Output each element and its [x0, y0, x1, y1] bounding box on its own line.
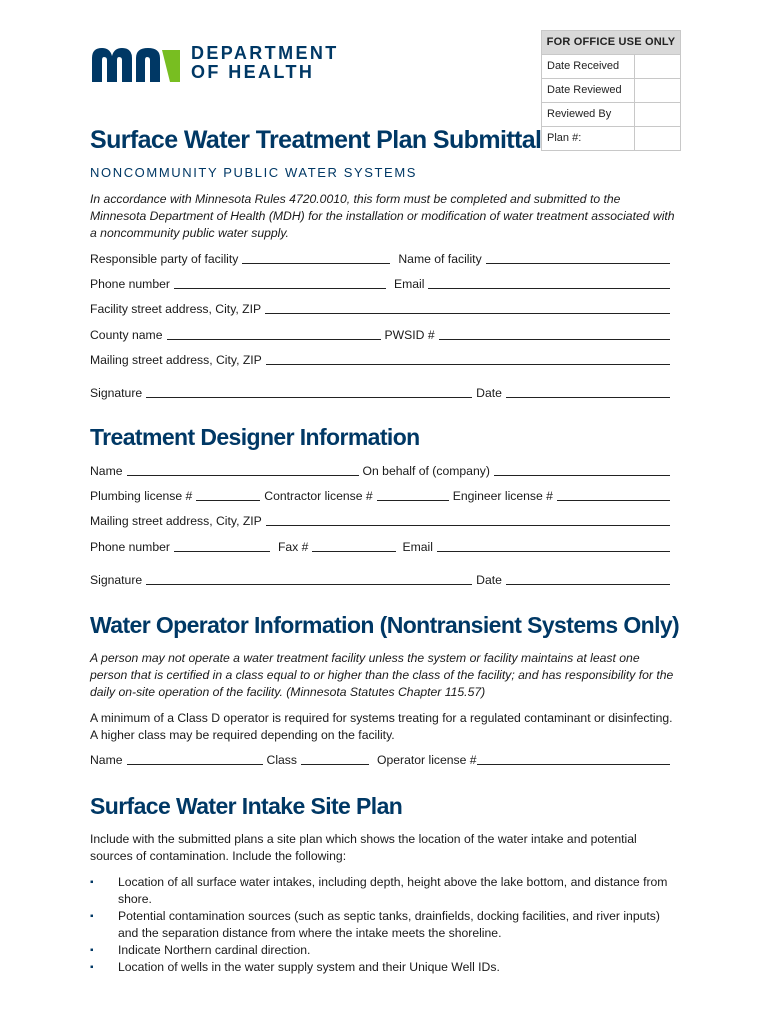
office-label: Date Received — [547, 60, 620, 72]
fax-label: Fax # — [277, 540, 309, 554]
street-label: Facility street address, City, ZIP — [90, 302, 262, 316]
designer-name-label: Name — [90, 464, 123, 478]
county-field[interactable] — [167, 327, 381, 340]
designer-email-label: Email — [402, 540, 433, 554]
bullet-icon: ▪ — [90, 962, 94, 973]
facility-line-4 — [90, 326, 674, 342]
operator-class-label: Class — [266, 753, 297, 767]
logo-line-2: OF HEALTH — [191, 62, 315, 82]
logo-wordmark — [191, 44, 339, 82]
office-label: Date Reviewed — [547, 84, 622, 96]
mn-logo-icon — [90, 44, 182, 84]
contractor-label: Contractor license # — [264, 489, 373, 503]
designer-phone-field[interactable] — [174, 539, 270, 552]
pwsid-field[interactable] — [439, 327, 670, 340]
designer-phone-label: Phone number — [90, 540, 170, 554]
designer-line-4 — [90, 538, 674, 554]
list-item — [90, 908, 680, 942]
operator-line — [90, 751, 674, 767]
office-row-date-received — [542, 54, 680, 78]
facility-name-field[interactable] — [486, 251, 670, 264]
date-received-field[interactable] — [634, 55, 680, 78]
operator-license-label: Operator license # — [377, 753, 477, 767]
designer-mailing-label: Mailing street address, City, ZIP — [90, 514, 262, 528]
office-row-date-reviewed — [542, 78, 680, 102]
mailing-field[interactable] — [266, 352, 670, 365]
designer-heading: Treatment Designer Information — [90, 424, 420, 450]
engineer-label: Engineer license # — [452, 489, 553, 503]
plumbing-label: Plumbing license # — [90, 489, 193, 503]
operator-note: A person may not operate a water treatment facility unless the system or facility maintains at least one person that is certified in a class equal to or higher than the class of the facility; and has responsibility for the daily on-site operation of the facility. (Minnesota Statutes Chapter 115.57) — [90, 651, 674, 699]
bullet-text: Location of wells in the water supply system and their Unique Well IDs. — [118, 960, 500, 974]
responsible-party-label: Responsible party of facility — [90, 252, 239, 266]
pwsid-label: PWSID # — [384, 328, 435, 342]
facility-line-1 — [90, 250, 674, 266]
plan-number-field[interactable] — [634, 127, 680, 150]
office-row-reviewed-by — [542, 102, 680, 126]
intro-text: In accordance with Minnesota Rules 4720.0010, this form must be completed and submitted to the Minnesota Department of Health (MDH) for the installation or modification of water treatment associated with a noncommunity public water supply. — [90, 192, 675, 240]
email-label: Email — [393, 277, 425, 291]
operator-name-label: Name — [90, 753, 123, 767]
list-item — [90, 874, 680, 908]
signature-field[interactable] — [146, 385, 472, 398]
email-field[interactable] — [428, 276, 670, 289]
bullet-text: Indicate Northern cardinal direction. — [118, 943, 311, 957]
date-field[interactable] — [506, 385, 670, 398]
phone-field[interactable] — [174, 276, 386, 289]
mailing-label: Mailing street address, City, ZIP — [90, 353, 262, 367]
designer-mailing-field[interactable] — [266, 513, 670, 526]
page-subtitle: NONCOMMUNITY PUBLIC WATER SYSTEMS — [90, 165, 418, 180]
operator-requirement: A minimum of a Class D operator is required for systems treating for a regulated contaminant or disinfecting. A higher class may be required depending on the facility. — [90, 711, 673, 742]
operator-license-field[interactable] — [477, 752, 670, 765]
date-reviewed-field[interactable] — [634, 79, 680, 102]
contractor-field[interactable] — [377, 488, 449, 501]
plumbing-field[interactable] — [196, 488, 260, 501]
designer-email-field[interactable] — [437, 539, 670, 552]
intake-bullet-list — [90, 874, 680, 976]
signature-label: Signature — [90, 386, 143, 400]
office-use-header: FOR OFFICE USE ONLY — [542, 31, 680, 54]
operator-class-field[interactable] — [301, 752, 369, 765]
facility-line-2 — [90, 275, 674, 291]
bullet-text: Potential contamination sources (such as septic tanks, drainfields, docking facilities, and river inputs) and the separation distance from where the intake meets the shoreline. — [118, 909, 660, 940]
office-use-table — [541, 30, 681, 151]
office-row-plan-number — [542, 126, 680, 150]
on-behalf-field[interactable] — [494, 463, 670, 476]
phone-label: Phone number — [90, 277, 170, 291]
designer-date-label: Date — [476, 573, 502, 587]
bullet-icon: ▪ — [90, 945, 94, 956]
office-label: Reviewed By — [547, 108, 612, 120]
operator-heading: Water Operator Information (Nontransient Systems Only) — [90, 612, 680, 638]
date-label: Date — [476, 386, 502, 400]
bullet-icon: ▪ — [90, 911, 94, 922]
facility-line-3 — [90, 300, 674, 316]
page-title: Surface Water Treatment Plan Submittal — [90, 126, 542, 154]
bullet-text: Location of all surface water intakes, including depth, height above the lake bottom, and distance from shore. — [118, 875, 668, 906]
responsible-party-field[interactable] — [242, 251, 390, 264]
on-behalf-label: On behalf of (company) — [362, 464, 490, 478]
logo-line-1: DEPARTMENT — [191, 43, 339, 63]
designer-line-3 — [90, 512, 674, 528]
list-item — [90, 959, 680, 976]
designer-signature-label: Signature — [90, 573, 143, 587]
facility-line-5 — [90, 351, 674, 367]
bullet-icon: ▪ — [90, 877, 94, 888]
facility-name-label: Name of facility — [398, 252, 482, 266]
intake-heading: Surface Water Intake Site Plan — [90, 793, 403, 819]
designer-line-1 — [90, 462, 674, 478]
designer-date-field[interactable] — [506, 572, 670, 585]
operator-name-field[interactable] — [127, 752, 263, 765]
list-item — [90, 942, 680, 959]
reviewed-by-field[interactable] — [634, 103, 680, 126]
fax-field[interactable] — [312, 539, 396, 552]
designer-line-5 — [90, 571, 674, 587]
mdh-logo — [90, 44, 350, 88]
street-field[interactable] — [265, 301, 670, 314]
intake-intro: Include with the submitted plans a site plan which shows the location of the water intake and potential sources of contamination. Include the following: — [90, 832, 637, 863]
designer-name-field[interactable] — [127, 463, 359, 476]
office-label: Plan #: — [547, 132, 582, 144]
designer-signature-field[interactable] — [146, 572, 472, 585]
engineer-field[interactable] — [557, 488, 670, 501]
facility-line-6 — [90, 384, 674, 400]
county-label: County name — [90, 328, 163, 342]
designer-line-2 — [90, 487, 674, 503]
